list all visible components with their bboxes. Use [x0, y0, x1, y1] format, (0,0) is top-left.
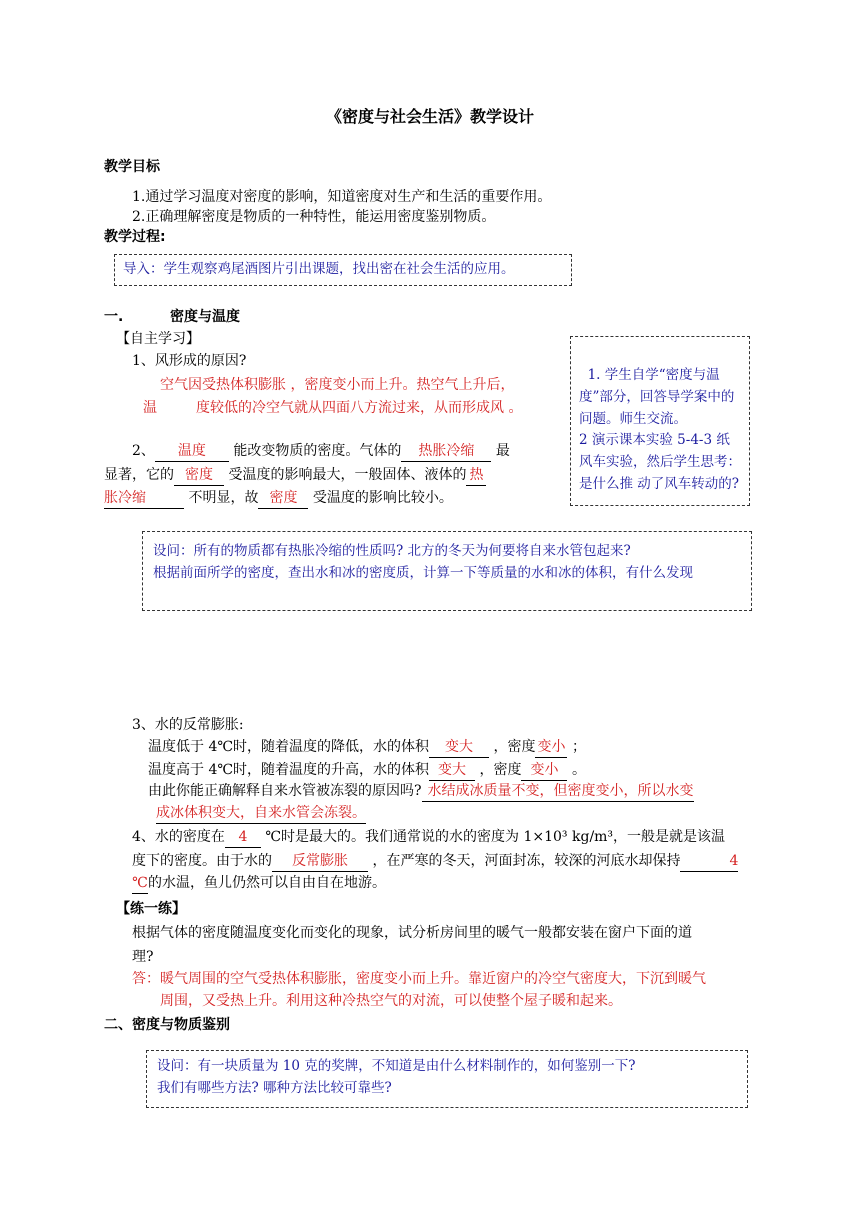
question-box-1 [142, 531, 752, 611]
q3-blank-2: 变小 [535, 739, 567, 758]
q3-line4 [156, 802, 366, 824]
q3-line1: 温度低于 4℃时，随着温度的降低，水的体积 变大 ，密度 变小 ； [148, 736, 586, 758]
q2-text-4: 受温度的影响最大，一般固体、液体的 [228, 467, 467, 483]
q2-text-6: 受温度的影响比较小。 [312, 490, 453, 506]
practice-answer-line2: 周围，又受热上升。利用这种冷热空气的对流，可以使整个屋子暖和起来。 [160, 993, 622, 1009]
goal-item-1: 1.通过学习温度对密度的影响，知道密度对生产和生活的重要作用。 [132, 189, 552, 205]
q3-blank-3: 变大 [429, 762, 475, 781]
q4-line2: 度下的密度。由于水的 反常膨胀 ，在严寒的冬天，河面封冻，较深的河底水却保持 4 [132, 850, 738, 872]
question-1: 1、风形成的原因? [132, 353, 247, 369]
section1-title: 密度与温度 [170, 309, 240, 325]
question-3: 3、水的反常膨胀: [132, 717, 244, 733]
question-1-answer-line2b: 度较低的冷空气就从四面八方流过来，从而形成风 。 [196, 400, 523, 416]
practice-heading: 【练一练】 [116, 901, 186, 917]
side-note-box [570, 336, 750, 506]
question-1-answer-line2a: 温 [143, 400, 157, 416]
question-box-2-line1: 设问：有一块质量为 10 克的奖牌，不知道是由什么材料制作的，如何鉴别一下? [157, 1058, 636, 1074]
q4-line1: 4、水的密度在 4 ℃时是最大的。我们通常说的水的密度为 1×10³ kg/m³，一般是就是该温 [132, 826, 725, 848]
q2-text-1: 能改变物质的密度。气体的 [233, 443, 402, 459]
q2-text-2: 最 [495, 443, 510, 459]
q2-num: 2、 [132, 443, 155, 459]
q2-text-5: 不明显，故 [188, 490, 259, 506]
q3-blank-1: 变大 [429, 739, 489, 758]
section2-title: 二、密度与物质鉴别 [104, 1017, 230, 1033]
question-box-2-line2: 我们有哪些方法? 哪种方法比较可靠些? [157, 1080, 392, 1097]
practice-question-line2: 理? [132, 949, 154, 965]
process-heading: 教学过程: [104, 229, 166, 245]
goals-heading: 教学目标 [104, 159, 160, 175]
question-box-1-line1: 设问：所有的物质都有热胀冷缩的性质吗? 北方的冬天为何要将自来水管包起来? [153, 543, 631, 559]
q2-blank-3: 密度 [174, 467, 224, 486]
intro-box-text: 导入：学生观察鸡尾酒图片引出课题，找出密在社会生活的应用。 [123, 261, 515, 277]
q2-blank-4b: 胀冷缩 [104, 490, 184, 509]
section1-number: 一. [104, 309, 124, 325]
q4-blank-2: 反常膨胀 [272, 853, 368, 872]
question-1-answer-line1: 空气因受热体积膨胀 ，密度变小而上升。热空气上升后， [160, 377, 515, 393]
question-2-line1 [132, 440, 510, 462]
question-box-1-line2: 根据前面所学的密度，查出水和冰的密度质，计算一下等质量的水和冰的体积，有什么发现 [153, 565, 693, 582]
q3-line3: 由此你能正确解释自来水管被冻裂的原因吗? 水结成冰质量不变，但密度变小，所以水变 [148, 780, 694, 802]
q2-blank-4a: 热 [466, 467, 486, 486]
q2-blank-1: 温度 [155, 443, 229, 462]
q4-line3: ℃的水温，鱼儿仍然可以自由自在地游。 [132, 872, 386, 894]
side-note-text: 1. 学生自学“密度与温度”部分，回答导学案中的问题。师生交流。 2 演示课本实验 5-4-3 纸风车实验，然后学生思考：是什么推 动了风车转动的? [579, 366, 741, 493]
q2-text-3: 显著，它的 [104, 467, 174, 483]
practice-question-line1: 根据气体的密度随温度变化而变化的现象，试分析房间里的暖气一般都安装在窗户下面的道 [132, 925, 692, 941]
intro-box [114, 254, 572, 286]
q4-blank-3b: ℃ [132, 875, 148, 894]
q3-blank-4: 变小 [521, 762, 567, 781]
q3-answer-1: 水结成冰质量不变，但密度变小，所以水变 [422, 783, 694, 802]
q2-blank-2: 热胀冷缩 [401, 443, 491, 462]
q4-blank-3a: 4 [680, 853, 738, 872]
q4-blank-1: 4 [225, 829, 261, 848]
q2-blank-5: 密度 [258, 490, 308, 509]
question-2-line2 [104, 464, 486, 486]
question-2-line3 [104, 487, 453, 509]
q3-answer-2: 成冰体积变大，自来水管会冻裂。 [156, 805, 366, 824]
page-title: 《密度与社会生活》教学设计 [325, 107, 534, 126]
self-study-label: 【自主学习】 [116, 331, 200, 347]
q3-line2: 温度高于 4℃时，随着温度的升高，水的体积 变大 ，密度 变小 。 [148, 759, 586, 781]
question-box-2 [146, 1050, 748, 1108]
goal-item-2: 2.正确理解密度是物质的一种特性，能运用密度鉴别物质。 [132, 209, 496, 225]
practice-answer-line1: 答：暖气周围的空气受热体积膨胀，密度变小而上升。靠近窗户的冷空气密度大，下沉到暖气 [132, 971, 706, 987]
